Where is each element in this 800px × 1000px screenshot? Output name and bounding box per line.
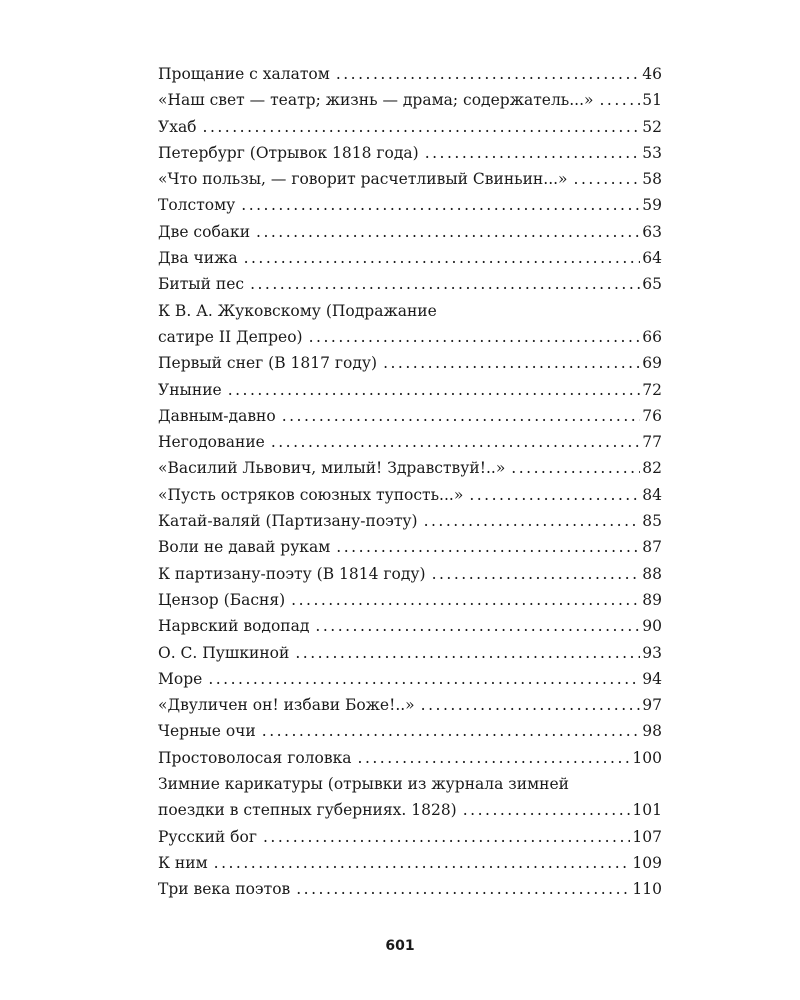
- dot-leader: [315, 613, 640, 639]
- toc-entry: [158, 482, 662, 508]
- toc-entry: [158, 745, 662, 771]
- toc-entry: [158, 245, 662, 271]
- toc-entry-title: Прощание с халатом: [158, 65, 330, 83]
- dot-leader: [228, 377, 641, 403]
- toc-entry-title: «Наш свет — театр; жизнь — драма; содержатель...»: [158, 91, 594, 110]
- toc-entry-page: 63: [642, 222, 662, 241]
- dot-leader: [262, 718, 641, 744]
- dot-leader: [469, 482, 640, 508]
- toc-entry: [158, 534, 662, 560]
- toc-entry: [158, 692, 662, 718]
- toc-entry-title-continued: сатире II Депрео): [158, 327, 303, 346]
- toc-entry-title: К В. А. Жуковскому (Подражание: [158, 301, 437, 320]
- toc-entry-page: 82: [642, 459, 662, 478]
- dot-leader: [425, 140, 641, 166]
- toc-entry: [158, 271, 662, 297]
- toc-entry-title: Два чижа: [158, 249, 238, 268]
- toc-entry-page: 46: [642, 65, 662, 83]
- toc-entry-title: Три века поэтов: [158, 880, 291, 899]
- dot-leader: [421, 692, 641, 718]
- toc-entry-title: Нарвский водопад: [158, 617, 310, 636]
- toc-entry: [158, 508, 662, 534]
- toc-entry-title: Море: [158, 669, 203, 688]
- toc-entry-page: 51: [642, 91, 662, 110]
- toc-entry-page: 107: [632, 827, 662, 846]
- toc-entry-page: 98: [642, 722, 662, 741]
- toc-entry-title: «Что пользы, — говорит расчетливый Свиньин...»: [158, 170, 568, 189]
- dot-leader: [241, 192, 640, 218]
- dot-leader: [263, 824, 630, 850]
- toc-entry-page: 59: [642, 196, 662, 215]
- toc-entry-title: К партизану-поэту (В 1814 году): [158, 564, 426, 583]
- toc-entry: [158, 771, 662, 824]
- toc-entry-title: Зимние карикатуры (отрывки из журнала зимней: [158, 775, 569, 794]
- dot-leader: [295, 640, 640, 666]
- dot-leader: [271, 429, 640, 455]
- toc-entry-title: Черные очи: [158, 722, 256, 741]
- toc-entry-title: Две собаки: [158, 222, 251, 241]
- toc-entry: [158, 219, 662, 245]
- toc-entry-page: 88: [642, 564, 662, 583]
- dot-leader: [424, 508, 641, 534]
- toc-entry-title: Ухаб: [158, 117, 197, 136]
- toc-entry-title: Битый пес: [158, 275, 245, 294]
- toc-entry-page: 76: [642, 406, 662, 425]
- dot-leader: [358, 745, 631, 771]
- dot-leader: [214, 850, 631, 876]
- toc-entry: [158, 640, 662, 666]
- dot-leader: [336, 534, 640, 560]
- dot-leader: [309, 324, 641, 350]
- dot-leader: [250, 271, 640, 297]
- toc-entry-page: 90: [642, 617, 662, 636]
- toc-entry: [158, 824, 662, 850]
- toc-entry-page: 84: [642, 485, 662, 504]
- toc-entry-title: «Двуличен он! избави Боже!..»: [158, 696, 415, 715]
- toc-entry: [158, 298, 662, 351]
- toc-entry: [158, 429, 662, 455]
- dot-leader: [296, 876, 630, 902]
- toc-entry-title: К ним: [158, 853, 208, 872]
- toc-entry-page: 52: [642, 117, 662, 136]
- toc-entry: [158, 403, 662, 429]
- toc-entry-title: «Пусть остряков союзных тупость...»: [158, 485, 464, 504]
- toc-entry-page: 110: [632, 880, 662, 899]
- toc-entry-page: 53: [642, 143, 662, 162]
- toc-entry-page: 72: [642, 380, 662, 399]
- toc-entry: [158, 350, 662, 376]
- toc-entry: [158, 166, 662, 192]
- toc-entry-title: Русский бог: [158, 827, 257, 846]
- dot-leader: [282, 403, 641, 429]
- toc-entry-title: Первый снег (В 1817 году): [158, 354, 378, 373]
- toc-entry: [158, 587, 662, 613]
- toc-entry-title: Давным-давно: [158, 406, 276, 425]
- table-of-contents: [158, 61, 662, 903]
- toc-entry-page: 85: [642, 512, 662, 531]
- dot-leader: [336, 61, 640, 87]
- dot-leader: [203, 114, 641, 140]
- toc-entry: [158, 455, 662, 481]
- toc-entry-title: Негодование: [158, 433, 265, 452]
- toc-entry: [158, 850, 662, 876]
- dot-leader: [208, 666, 640, 692]
- toc-entry-page: 94: [642, 669, 662, 688]
- toc-entry-page: 69: [642, 354, 662, 373]
- toc-entry: [158, 192, 662, 218]
- dot-leader: [244, 245, 641, 271]
- toc-entry-title-continued: поездки в степных губерниях. 1828): [158, 801, 457, 820]
- dot-leader: [383, 350, 640, 376]
- toc-entry-page: 101: [632, 801, 662, 820]
- toc-entry: [158, 876, 662, 902]
- dot-leader: [511, 455, 640, 481]
- toc-entry: [158, 114, 662, 140]
- page-number: 601: [385, 938, 415, 954]
- toc-entry: [158, 61, 662, 87]
- dot-leader: [600, 87, 641, 113]
- toc-entry-page: 64: [642, 249, 662, 268]
- toc-entry: [158, 87, 662, 113]
- toc-entry-page: 97: [642, 696, 662, 715]
- toc-entry-title: Катай-валяй (Партизану-поэту): [158, 512, 418, 531]
- dot-leader: [432, 561, 641, 587]
- dot-leader: [291, 587, 640, 613]
- toc-entry: [158, 140, 662, 166]
- toc-entry-page: 109: [632, 853, 662, 872]
- toc-entry-page: 100: [632, 748, 662, 767]
- toc-entry-page: 93: [642, 643, 662, 662]
- dot-leader: [574, 166, 641, 192]
- toc-entry-title: Простоволосая головка: [158, 748, 352, 767]
- toc-entry-page: 89: [642, 590, 662, 609]
- toc-entry-title: «Василий Львович, милый! Здравствуй!..»: [158, 459, 506, 478]
- toc-entry-title: Воли не давай рукам: [158, 538, 331, 557]
- toc-entry: [158, 613, 662, 639]
- toc-entry: [158, 718, 662, 744]
- toc-entry-page: 58: [642, 170, 662, 189]
- toc-entry-title: Толстому: [158, 196, 236, 215]
- toc-entry: [158, 666, 662, 692]
- toc-entry-title: Цензор (Басня): [158, 590, 286, 609]
- toc-entry-page: 66: [642, 327, 662, 346]
- toc-entry-page: 87: [642, 538, 662, 557]
- toc-entry-title: О. С. Пушкиной: [158, 643, 290, 662]
- dot-leader: [256, 219, 640, 245]
- toc-entry: [158, 377, 662, 403]
- toc-entry-title: Уныние: [158, 380, 222, 399]
- toc-entry-title: Петербург (Отрывок 1818 года): [158, 143, 419, 162]
- dot-leader: [463, 797, 631, 823]
- toc-entry-page: 77: [642, 433, 662, 452]
- toc-entry-page: 65: [642, 275, 662, 294]
- toc-entry: [158, 561, 662, 587]
